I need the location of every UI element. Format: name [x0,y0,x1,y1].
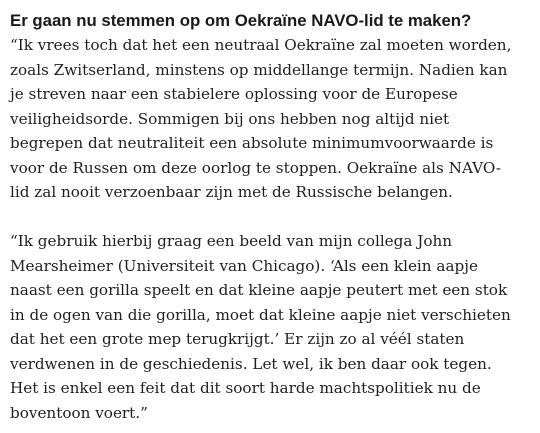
text-line: dat het een grote mep terugkrijgt.’ Er zijn zo al véél staten [10,330,465,348]
text-line: “Ik vrees toch dat het een neutraal Oekraïne zal moeten worden, [10,36,512,54]
text-line: “Ik gebruik hierbij graag een beeld van mijn collega John [10,232,453,250]
text-line: Het is enkel een feit dat dit soort harde machtspolitiek nu de [10,379,481,397]
article-body [10,10,535,425]
text-line: boventoon voert.” [10,403,148,422]
text-line: in de ogen van die gorilla, moet dat kleine aapje niet verschieten [10,305,511,324]
text-line: veiligheidsorde. Sommigen bij ons hebben nog altijd niet [10,109,450,128]
text-line: naast een gorilla speelt en dat kleine aapje peutert met een stok [10,281,508,299]
text-line: begrepen dat neutraliteit een absolute minimumvoorwaarde is [10,134,494,152]
text-line: lid zal nooit verzoenbaar zijn met de Russische belangen. [10,183,453,201]
text-line: zoals Zwitserland, minstens op middellange termijn. Nadien kan [10,60,508,79]
text-line: voor de Russen om deze oorlog te stoppen. Oekraïne als NAVO- [10,158,502,177]
answer-paragraph-1 [10,33,535,205]
text-line: je streven naar een stabielere oplossing voor de Europese [10,85,458,103]
text-line: Mearsheimer (Universiteit van Chicago). ‘Als een klein aapje [10,256,478,275]
question-heading: Er gaan nu stemmen op om Oekraïne NAVO-lid te maken? [10,11,472,30]
answer-paragraph-2 [10,229,535,425]
text-line: verdwenen in de geschiedenis. Let wel, ik ben daar ook tegen. [10,354,492,373]
